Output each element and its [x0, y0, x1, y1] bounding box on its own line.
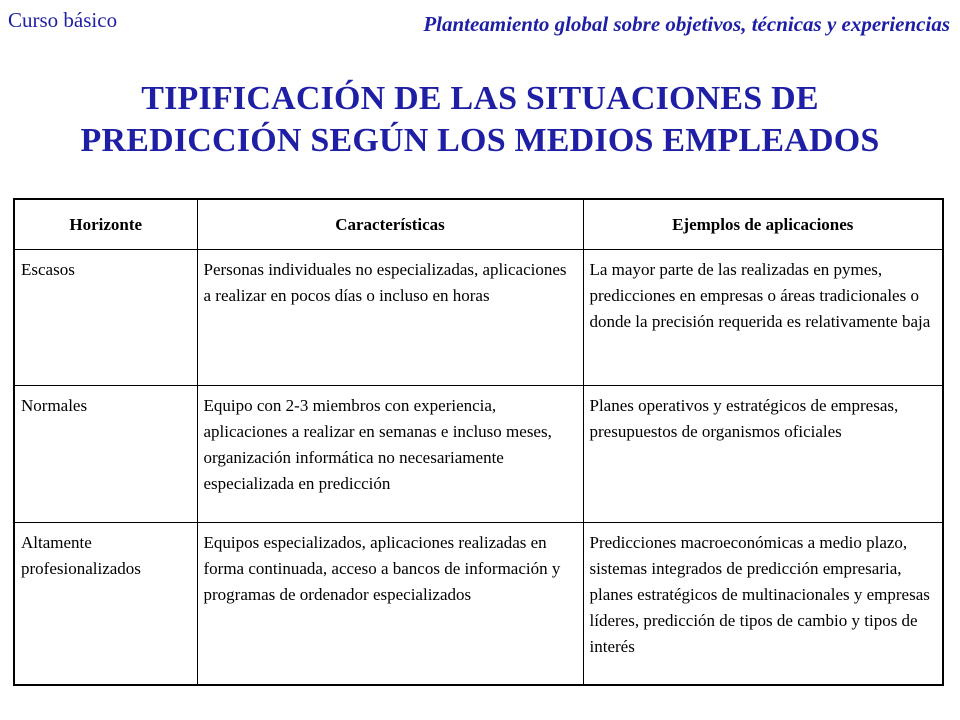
cell-horizonte: Normales: [14, 386, 197, 523]
cell-horizonte: Altamente profesionalizados: [14, 523, 197, 686]
slide-title-line-1: TIPIFICACIÓN DE LAS SITUACIONES DE: [141, 80, 819, 117]
cell-horizonte: Escasos: [14, 250, 197, 386]
table-header-row: [14, 199, 943, 250]
header-ejemplos: Ejemplos de aplicaciones: [583, 199, 943, 250]
cell-caracteristicas: Equipos especializados, aplicaciones realizadas en forma continuada, acceso a bancos de información y programas de ordenador especializados: [197, 523, 583, 686]
slide-title-line-2: PREDICCIÓN SEGÚN LOS MEDIOS EMPLEADOS: [80, 122, 880, 159]
slide-title: [0, 78, 960, 162]
cell-caracteristicas: Personas individuales no especializadas, aplicaciones a realizar en pocos días o incluso en horas: [197, 250, 583, 386]
cell-ejemplos: Planes operativos y estratégicos de empresas, presupuestos de organismos oficiales: [583, 386, 943, 523]
header-horizonte: Horizonte: [14, 199, 197, 250]
course-label: Curso básico: [8, 8, 118, 32]
cell-ejemplos: La mayor parte de las realizadas en pymes, predicciones en empresas o áreas tradicionales o donde la precisión requerida es relativamente baja: [583, 250, 943, 386]
table-row: [14, 523, 943, 686]
cell-caracteristicas: Equipo con 2-3 miembros con experiencia, aplicaciones a realizar en semanas e incluso meses, organización informática no necesariamente especializada en predicción: [197, 386, 583, 523]
table-row: [14, 250, 943, 386]
header-caracteristicas: Características: [197, 199, 583, 250]
slide-subtitle: Planteamiento global sobre objetivos, técnicas y experiencias: [423, 12, 950, 36]
table-row: [14, 386, 943, 523]
cell-ejemplos: Predicciones macroeconómicas a medio plazo, sistemas integrados de predicción empresaria, planes estratégicos de multinacionales y empresas líderes, predicción de tipos de cambio y tipos de interés: [583, 523, 943, 686]
prediction-situations-table: [13, 198, 944, 686]
